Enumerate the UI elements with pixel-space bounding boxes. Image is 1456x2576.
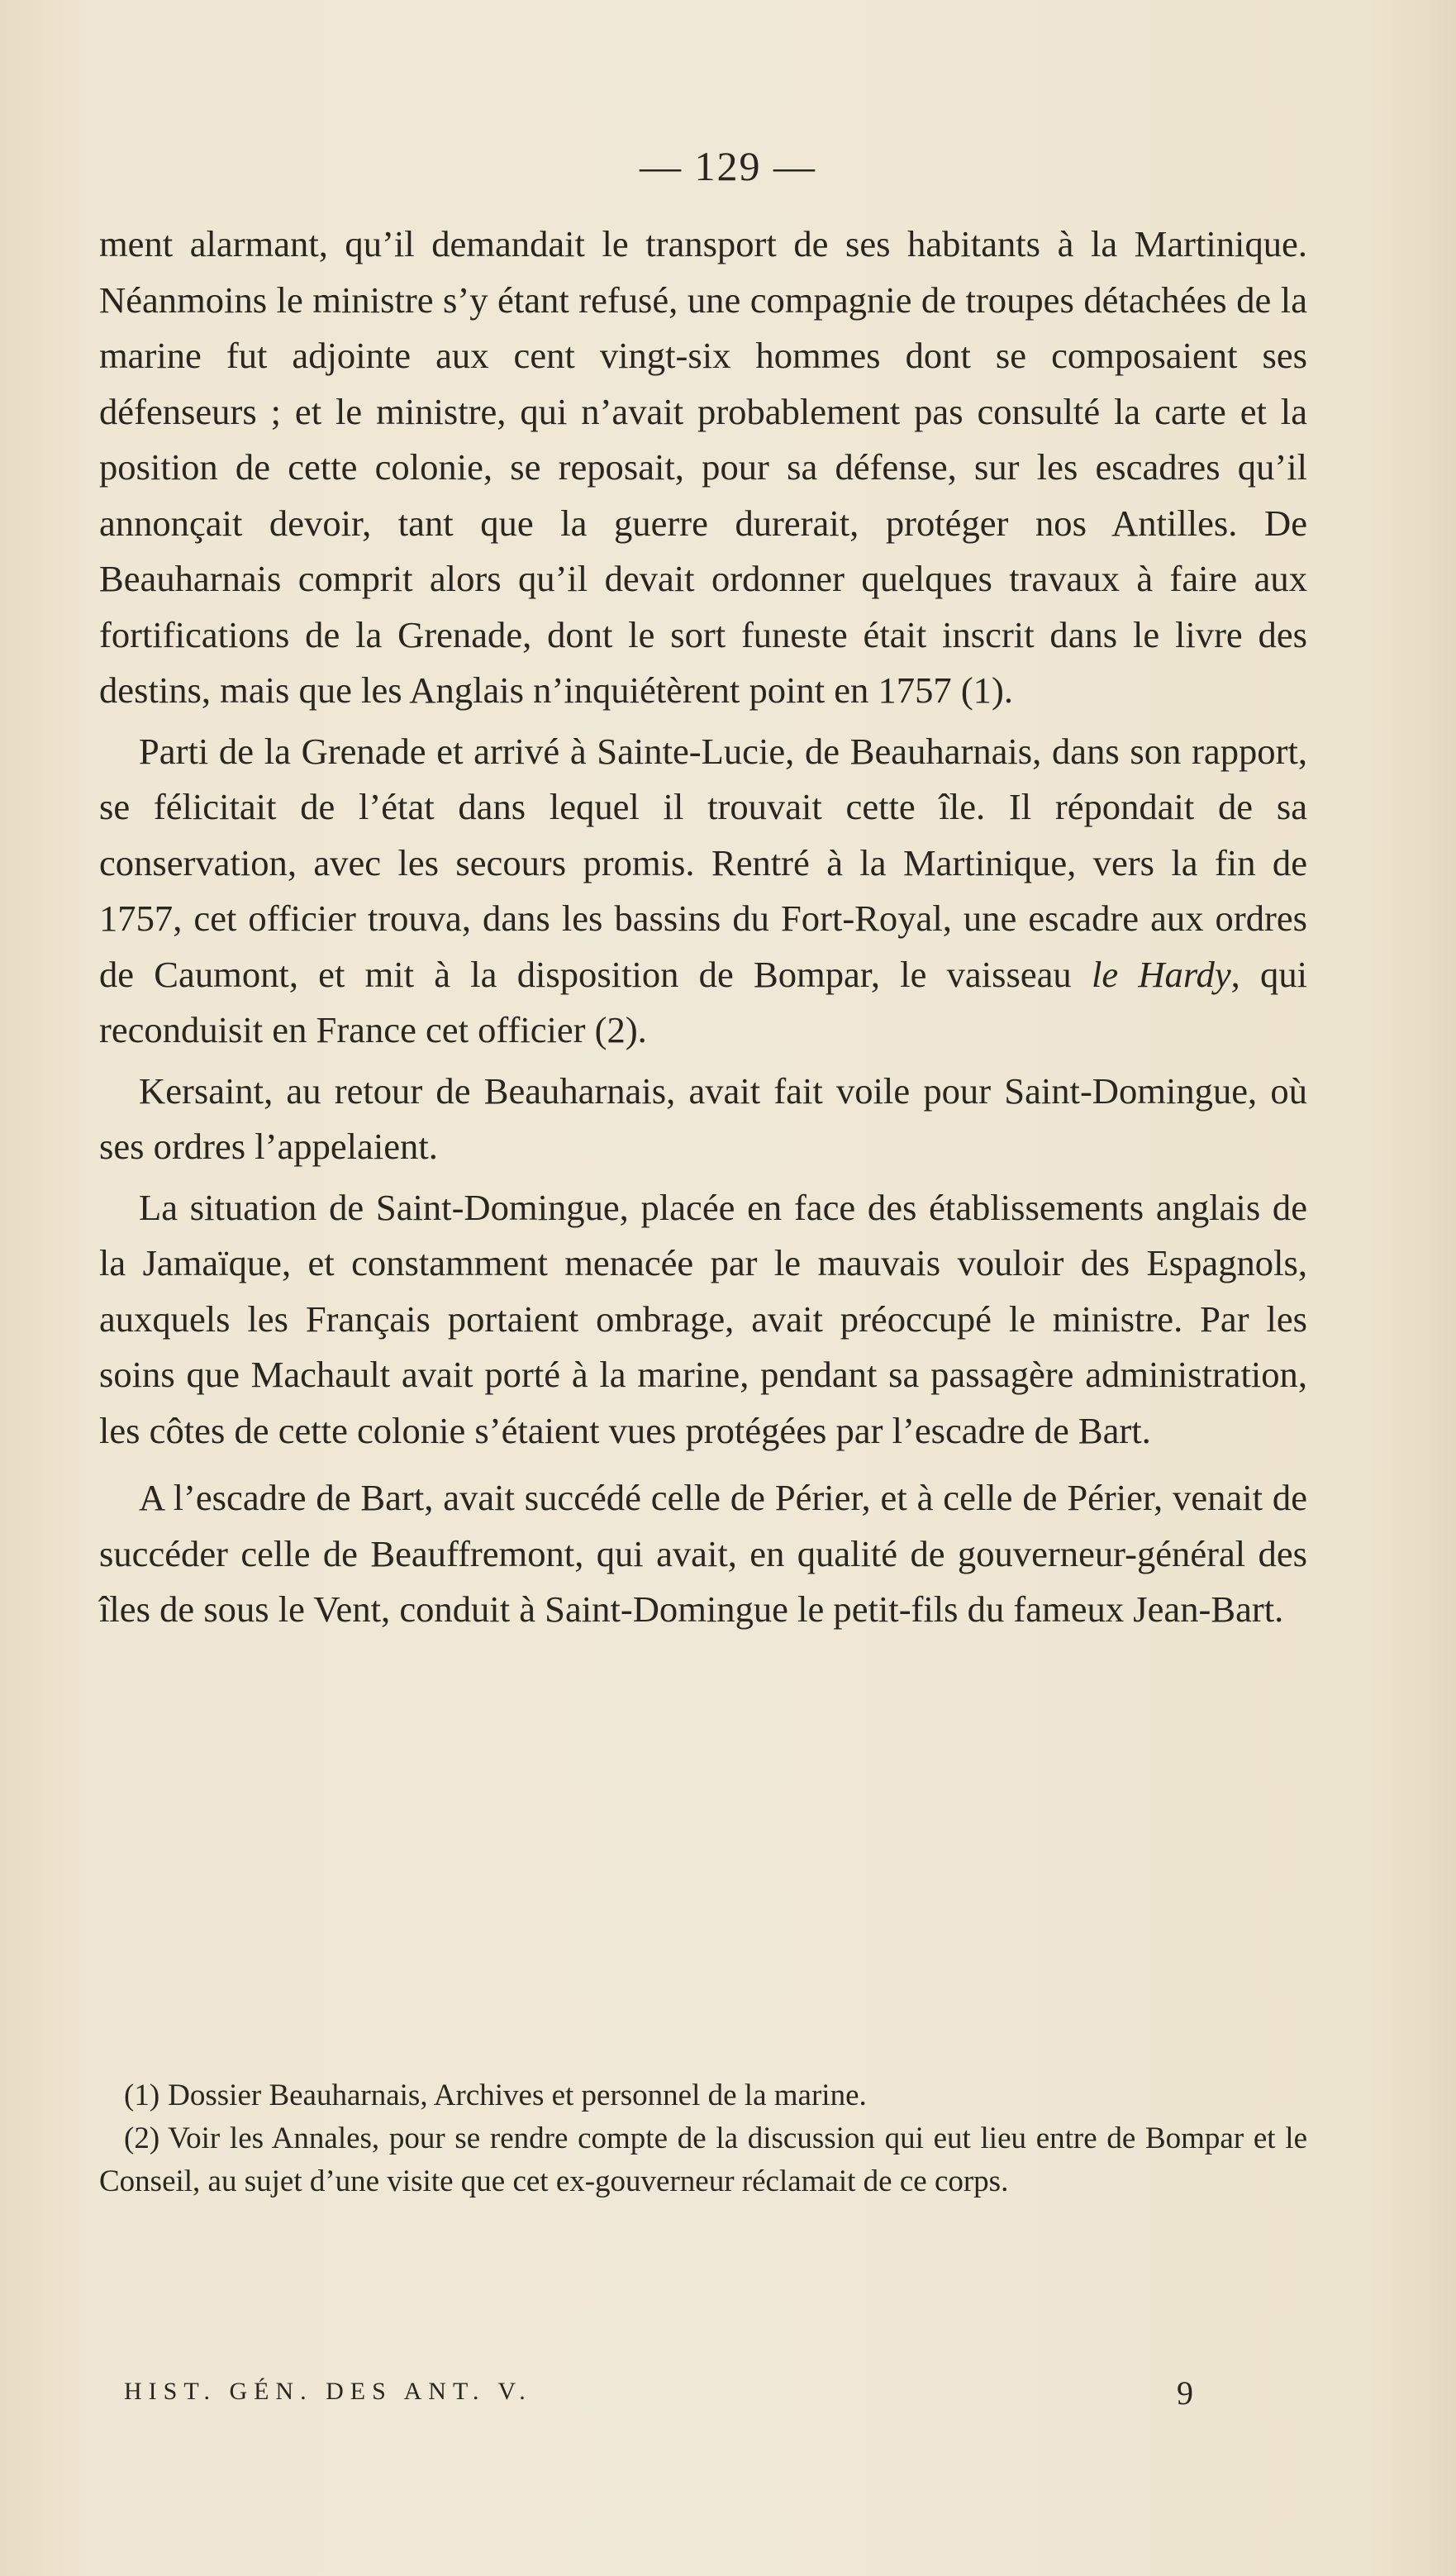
page-number: — 129 — — [640, 143, 816, 189]
sheet-number: 9 — [1177, 2374, 1193, 2412]
signature-mark: HIST. GÉN. DES ANT. V. — [124, 2378, 532, 2405]
paragraph-2 — [99, 724, 1307, 1059]
footnote-2 — [99, 2117, 1307, 2203]
footnotes — [99, 2074, 1307, 2203]
footnote-1 — [99, 2074, 1307, 2117]
footnote-2-mark: (2) — [124, 2121, 160, 2155]
ship-name: le Hardy — [1091, 953, 1231, 995]
footnote-2-text: Voir les Annales, pour se rendre compte de la discussion qui eut lieu entre de Bompar et le Conseil, au sujet d’une visite que cet ex-gouverneur réclamait de ce corps. — [99, 2121, 1307, 2198]
paragraph-2-text: Parti de la Grenade et arrivé à Sainte-Lucie, de Beauharnais, dans son rapport, se félicitait de l’état dans lequel il trouvait cette île. Il répondait de sa conservation, avec les secours promis. Rentré à la Martinique, vers la fin de 1757, cet officier trouva, dans les bassins du Fort-Royal, une escadre aux ordres de Caumont, et mit à la disposition de Bompar, le vaisseau — [99, 730, 1307, 995]
footnote-1-text: Dossier Beauharnais, Archives et personnel de la marine. — [168, 2078, 867, 2112]
paragraph-3: Kersaint, au retour de Beauharnais, avait fait voile pour Saint-Domingue, où ses ordres l’appelaient. — [99, 1069, 1307, 1167]
main-text — [99, 217, 1307, 1638]
paragraph-5: A l’escadre de Bart, avait succédé celle de Périer, et à celle de Périer, venait de succéder celle de Beauffremont, qui avait, en qualité de gouverneur-général des îles de sous le Vent, conduit à Saint-Domingue le petit-fils du fameux Jean-Bart. — [99, 1477, 1307, 1630]
paragraph-1: ment alarmant, qu’il demandait le transport de ses habitants à la Martinique. Néanmoins le ministre s’y étant refusé, une compagnie de troupes détachées de la marine fut adjointe aux cent vingt-six hommes dont se composaient ses défenseurs ; et le ministre, qui n’avait probablement pas consulté la carte et la position de cette colonie, se reposait, pour sa défense, sur les escadres qu’il annonçait devoir, tant que la guerre durerait, protéger nos Antilles. De Beauharnais comprit alors qu’il devait ordonner quelques travaux à faire aux fortifications de la Grenade, dont le sort funeste était inscrit dans le livre des destins, mais que les Anglais n’inquiétèrent point en 1757 (1). — [99, 223, 1307, 711]
paragraph-4: La situation de Saint-Domingue, placée en face des établissements anglais de la Jamaïque, et constamment menacée par le mauvais vouloir des Espagnols, auxquels les Français portaient ombrage, avait préoccupé le ministre. Par les soins que Machault avait porté à la marine, pendant sa passagère administration, les côtes de cette colonie s’étaient vues protégées par l’escadre de Bart. — [99, 1186, 1307, 1451]
paragraph-2-tail: , qui reconduisit en France cet officier (2). — [99, 953, 1308, 1050]
footnote-1-mark: (1) — [124, 2078, 160, 2112]
